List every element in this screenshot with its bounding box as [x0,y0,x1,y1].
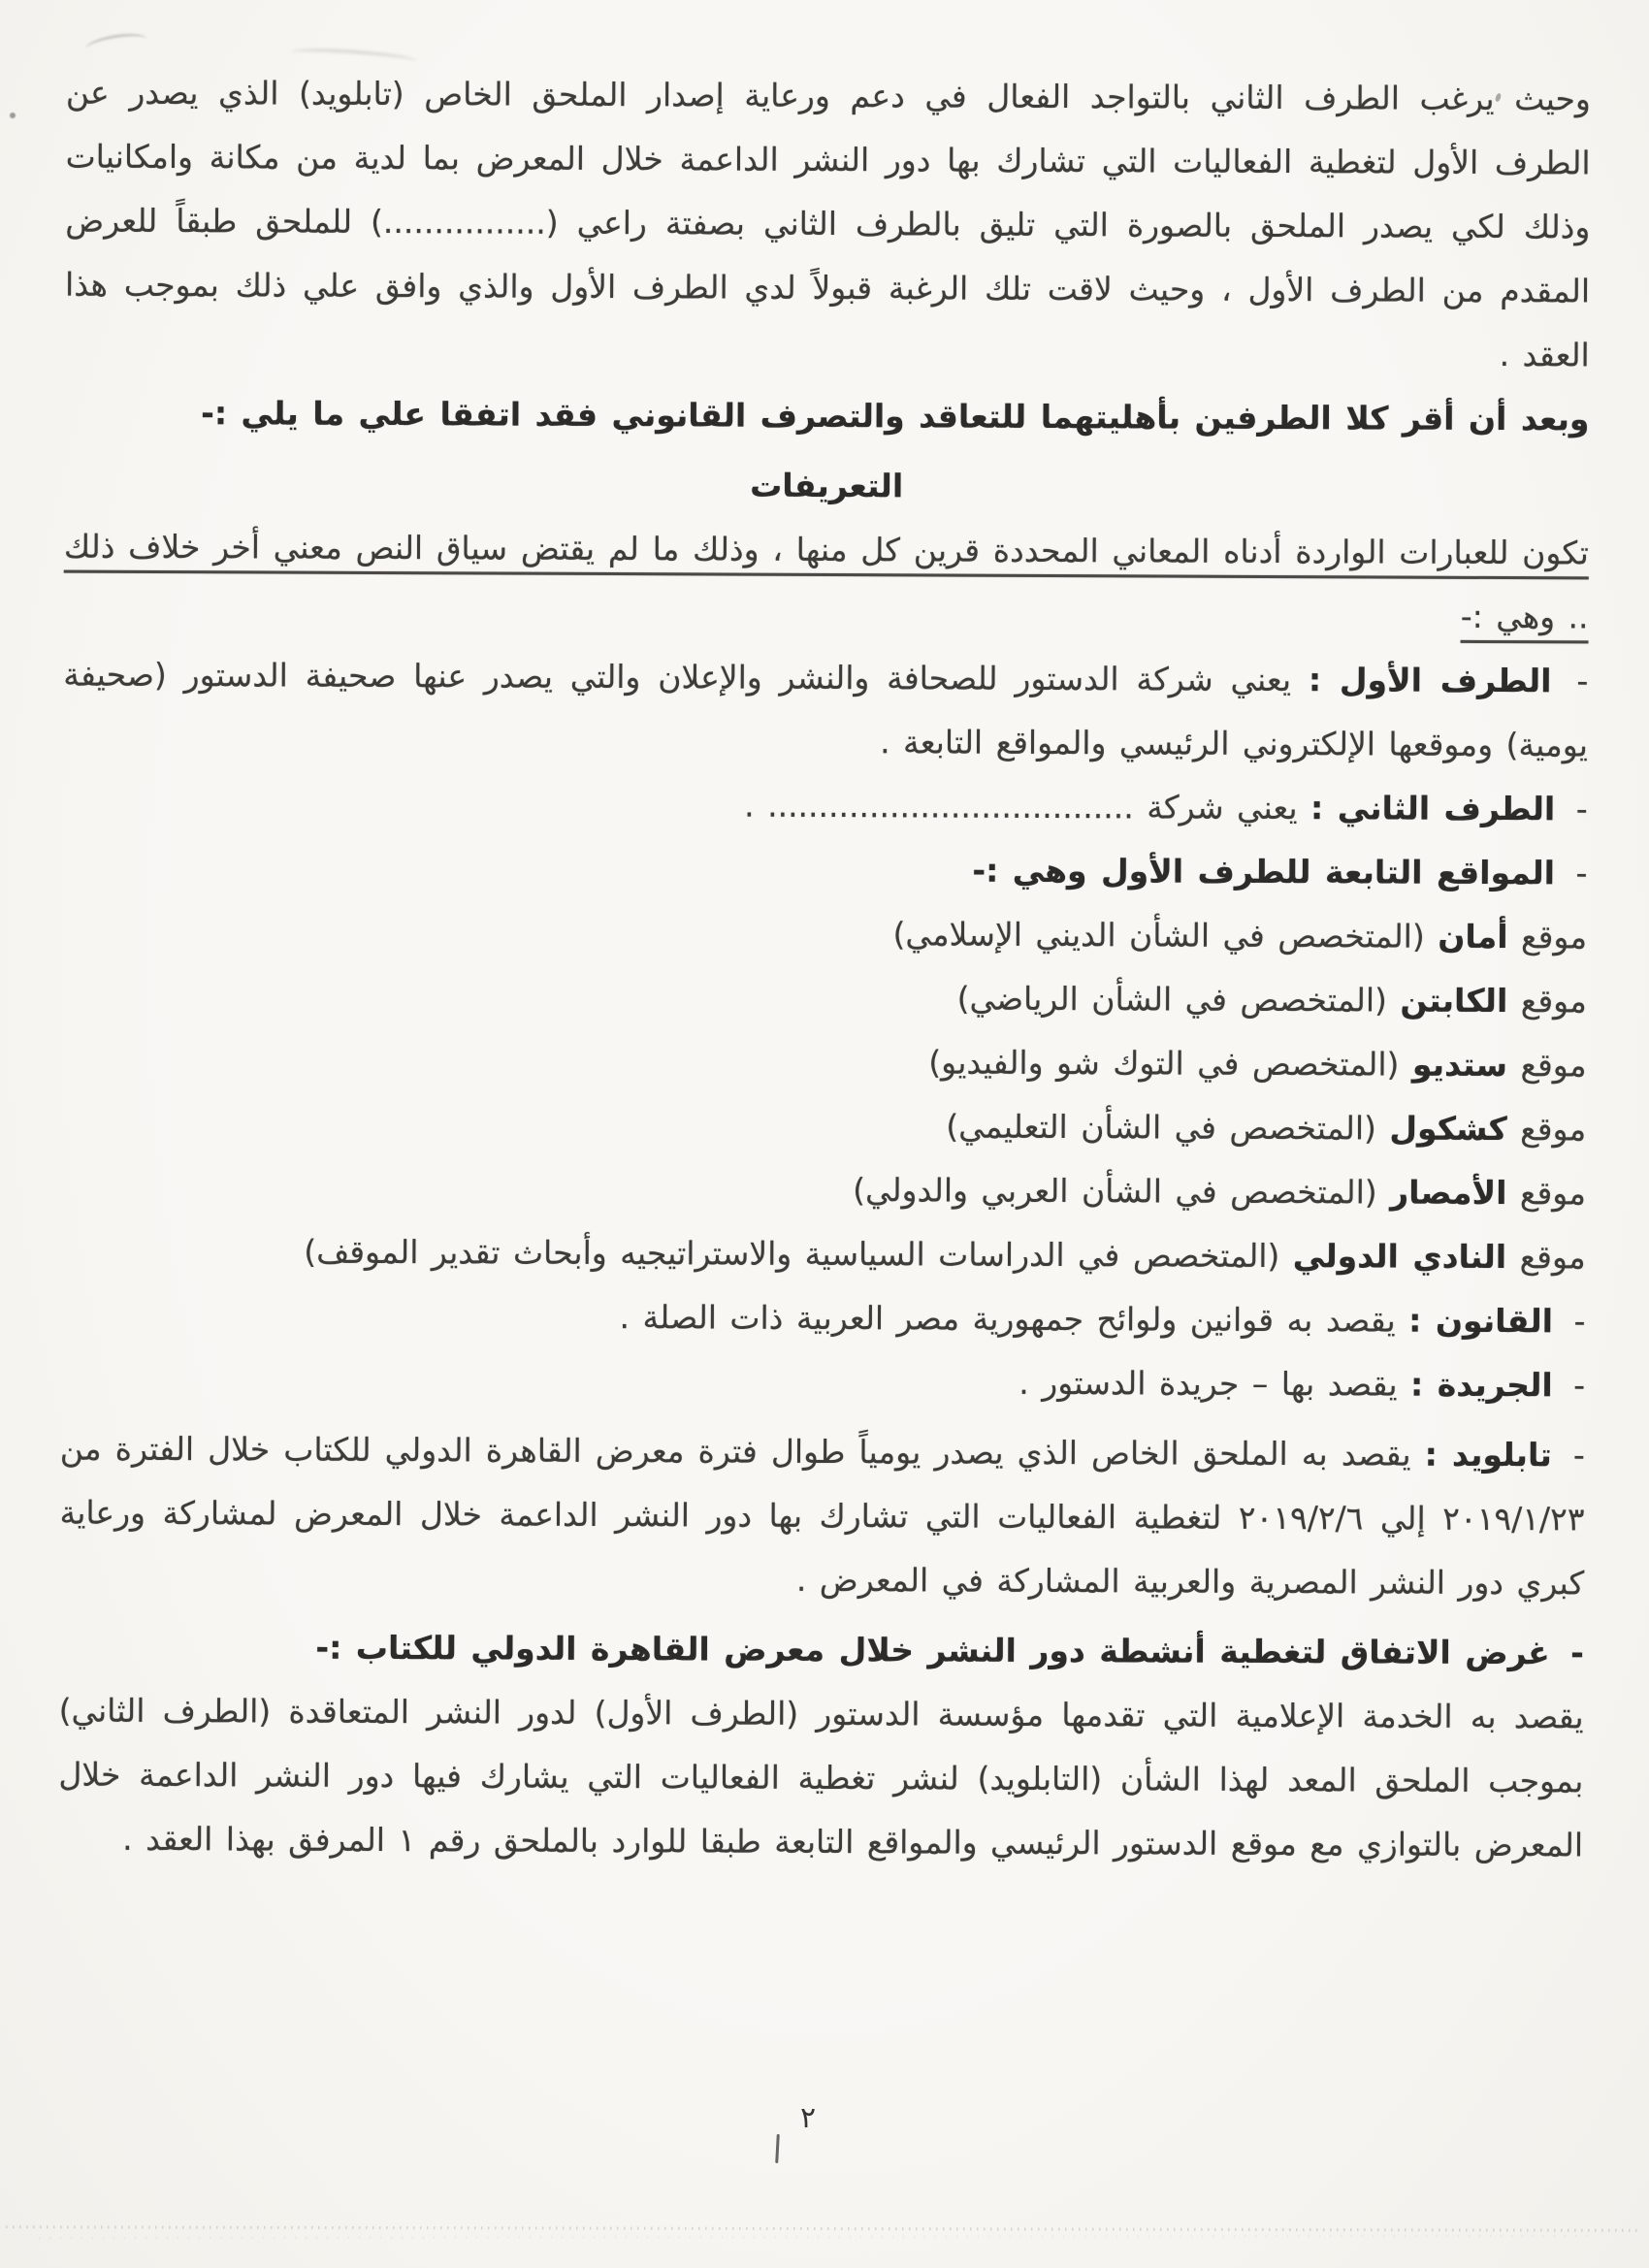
site-name: كشكول [1389,1109,1507,1149]
definition-newspaper [60,1347,1585,1418]
definitions-preamble-text: تكون للعبارات الواردة أدناه المعاني المحددة قرين كل منها ، وذلك ما لم يقتض سياق النص معني أخر خلاف ذلك .. وهي :- [63,527,1589,636]
page-number: ٢ [799,2101,817,2135]
site-name: أمان [1438,917,1508,956]
definitions-heading: التعريفات [750,466,904,505]
site-aman [62,899,1587,970]
definitions-preamble [63,515,1589,650]
site-desc: (المتخصص في الشأن التعليمي) [946,1107,1377,1148]
definition-law-body: يقصد به قوانين ولوائح جمهورية مصر العربية ذات الصلة . [619,1298,1396,1340]
purpose-body: يقصد به الخدمة الإعلامية التي تقدمها مؤسسة الدستور (الطرف الأول) لدور النشر المتعاقدة (الطرف الثاني) بموجب الملحق المعد لهذا الشأن (التابلويد) لنشر تغطية الفعاليات التي يشارك فيها دور النشر الداعمة خلال المعرض بالتوازي مع موقع الدستور الرئيسي والمواقع التابعة طبقا للوارد بالملحق رقم ١ المرفق بهذا العقد . [58,1691,1584,1864]
term-party-one: الطرف الأول : [1308,661,1552,700]
list-dash: - [1572,1436,1585,1474]
list-dash: - [1576,662,1589,700]
site-elcaptain [62,963,1587,1034]
list-dash: - [1570,1634,1585,1672]
site-name: النادي الدولي [1292,1237,1507,1277]
definition-tabloid [59,1417,1585,1616]
purpose-heading-line [59,1615,1584,1686]
definition-party-one [63,643,1589,778]
site-prefix: موقع [1521,918,1588,956]
term-newspaper: الجريدة : [1409,1365,1553,1405]
site-desc: (المتخصص في التوك شو والفيديو) [928,1043,1400,1084]
term-tabloid: تابلويد : [1424,1435,1552,1474]
list-dash: - [1573,1302,1586,1341]
site-alamsar [61,1155,1586,1226]
term-party-two: الطرف الثاني : [1310,789,1556,828]
site-prefix: موقع [1519,1174,1587,1213]
site-prefix: موقع [1519,1238,1586,1277]
site-name: الكابتن [1400,981,1508,1021]
scan-noise-line [6,2225,1639,2232]
definition-newspaper-body: يقصد بها – جريدة الدستور . [1018,1363,1398,1404]
definition-law [60,1283,1585,1354]
definition-tabloid-body: يقصد به الملحق الخاص الذي يصدر يومياً طوال فترة معرض القاهرة الدولي للكتاب خلال الفترة من ٢٠١٩/١/٢٣ إلي ٢٠١٩/٢/٦ لتغطية الفعاليات التي تشارك بها دور النشر الداعمة خلال المعرض لمشاركة ورعاية كبري دور النشر المصرية والعربية المشاركة في المعرض . [59,1429,1585,1603]
scan-mark [775,2134,780,2163]
scan-speck [10,113,16,118]
site-name: ستديو [1411,1045,1508,1085]
scan-noise-line [39,2235,1591,2239]
term-affiliated-sites: المواقع التابعة للطرف الأول وهي :- [972,851,1556,892]
site-desc: (المتخصص في الشأن الديني الإسلامي) [892,915,1425,956]
definition-party-two [63,771,1588,842]
site-desc: (المتخصص في الشأن الرياضي) [956,979,1388,1020]
definition-party-two-body: يعني شركة .................................... . [744,786,1298,827]
site-kashkol [61,1091,1586,1162]
site-desc: (المتخصص في الدراسات السياسية والاستراتيجيه وأبحاث تقدير الموقف) [304,1232,1280,1276]
definition-affiliated-sites [62,835,1587,906]
contract-text [58,61,1591,1878]
intro-paragraph: وحيث يرغب الطرف الثاني بالتواجد الفعال في دعم ورعاية إصدار الملحق الخاص (تابلويد) الذي يصدر عن الطرف الأول لتغطية الفعاليات التي تشارك بها دور النشر الداعمة خلال المعرض بما لدية من مكانة وامكانيات وذلك لكي يصدر الملحق بالصورة التي تليق بالطرف الثاني بصفتة راعي (................) للملحق طبقاً للعرض المقدم من الطرف الأول ، وحيث لاقت تلك الرغبة قبولاً لدي الطرف الأول والذي وافق علي ذلك بموجب هذا العقد . [64,73,1592,374]
list-dash: - [1575,854,1588,892]
site-name: الأمصار [1390,1173,1507,1213]
list-dash: - [1575,790,1588,828]
term-law: القانون : [1408,1301,1554,1341]
site-desc: (المتخصص في الشأن العربي والدولي) [853,1171,1377,1212]
purpose-heading: غرض الاتفاق لتغطية أنشطة دور النشر خلال معرض القاهرة الدولي للكتاب :- [315,1628,1550,1672]
site-prefix: موقع [1520,1110,1587,1149]
site-international-club [61,1219,1586,1290]
list-dash: - [1573,1366,1586,1405]
site-prefix: موقع [1520,1046,1587,1085]
definition-party-one-body: يعني شركة الدستور للصحافة والنشر والإعلان والتي يصدر عنها صحيفة الدستور (صحيفة يومية) وموقعها الإلكتروني الرئيسي والمواقع التابعة . [63,655,1589,764]
site-studio [61,1027,1586,1098]
site-prefix: موقع [1520,982,1587,1021]
scan-smudge [84,30,148,58]
agreement-clause: وبعد أن أقر كلا الطرفين بأهليتهما للتعاقد والتصرف القانوني فقد اتفقا علي ما يلي :- [201,394,1590,438]
